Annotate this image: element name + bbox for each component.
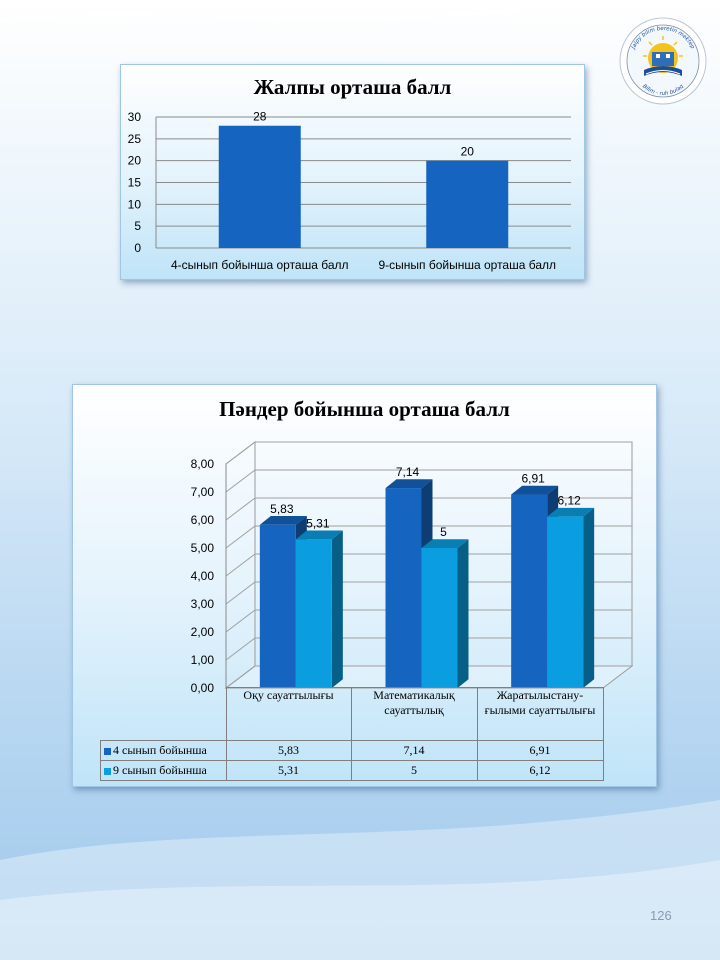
y-tick-label: 10	[127, 197, 141, 212]
y-tick-label: 1,00	[190, 653, 214, 667]
data-label: 28	[253, 109, 267, 124]
gridline	[226, 442, 632, 464]
school-logo	[618, 16, 708, 106]
bar	[547, 517, 583, 688]
y-tick-label: 20	[127, 153, 141, 168]
y-tick-label: 0	[134, 241, 141, 255]
chart2-title: Пәндер бойынша орташа балл	[219, 397, 510, 421]
data-table-cell: 5	[351, 761, 477, 781]
bar	[426, 161, 508, 248]
data-label: 5	[440, 525, 447, 539]
bar-side	[583, 508, 594, 688]
data-label: 5,31	[306, 516, 330, 531]
data-table-cell: 6,91	[477, 741, 603, 761]
logo-text-top: Jalpy bilim beretin mektep	[630, 25, 696, 50]
data-table-cell: 6,12	[477, 761, 603, 781]
legend-swatch-icon	[104, 768, 111, 775]
data-table-category: Оқу сауаттылығы	[226, 688, 351, 741]
data-table-row	[101, 741, 604, 761]
data-table-category: Математикалық сауаттылық	[351, 688, 477, 741]
data-table-cell: 5,83	[226, 741, 351, 761]
bar-side	[458, 539, 469, 688]
y-tick-label: 5,00	[190, 541, 214, 555]
overall-average-chart	[120, 64, 585, 280]
bar	[219, 126, 301, 248]
chart1-title: Жалпы орташа балл	[253, 75, 452, 99]
y-tick-label: 3,00	[190, 597, 214, 611]
bar	[260, 525, 296, 688]
y-tick-label: 6,00	[190, 513, 214, 527]
bar-side	[332, 531, 343, 688]
y-tick-label: 15	[127, 175, 141, 190]
data-table-category: Жаратылыстану-ғылыми сауаттылығы	[477, 688, 603, 741]
chart1-plot	[121, 65, 586, 281]
page-number: 126	[650, 908, 672, 923]
series-name: 4 сынып бойынша	[113, 743, 207, 757]
data-label: 20	[460, 144, 474, 159]
school-emblem-icon	[618, 16, 708, 106]
bar	[296, 539, 332, 688]
data-table-cell: 7,14	[351, 741, 477, 761]
y-tick-label: 7,00	[190, 485, 214, 499]
data-label: 6,12	[557, 493, 581, 508]
data-label: 6,91	[521, 471, 545, 486]
chart2-data-table	[100, 687, 604, 781]
y-tick-label: 4,00	[190, 569, 214, 583]
data-table-series-label	[101, 741, 227, 761]
bar	[511, 495, 547, 688]
data-label: 7,14	[395, 465, 420, 480]
series-name: 9 сынып бойынша	[113, 763, 207, 777]
x-tick-label: 9-сынып бойынша орташа балл	[378, 258, 557, 272]
y-tick-label: 25	[127, 131, 141, 146]
data-table-series-label	[101, 761, 227, 781]
y-tick-label: 2,00	[190, 625, 214, 639]
y-tick-label: 30	[127, 110, 141, 124]
bar	[386, 488, 422, 688]
data-label: 5,83	[270, 501, 294, 516]
bar	[422, 548, 458, 688]
y-tick-label: 5	[134, 219, 141, 234]
legend-swatch-icon	[104, 748, 111, 755]
data-table-header-row	[101, 688, 604, 741]
data-table-row	[101, 761, 604, 781]
logo-text-bottom: Bilim - ruh bulaq	[641, 83, 685, 98]
y-tick-label: 0,00	[190, 681, 214, 695]
x-tick-label: 4-сынып бойынша орташа балл	[170, 258, 349, 272]
y-tick-label: 8,00	[190, 457, 214, 471]
data-table-cell: 5,31	[226, 761, 351, 781]
